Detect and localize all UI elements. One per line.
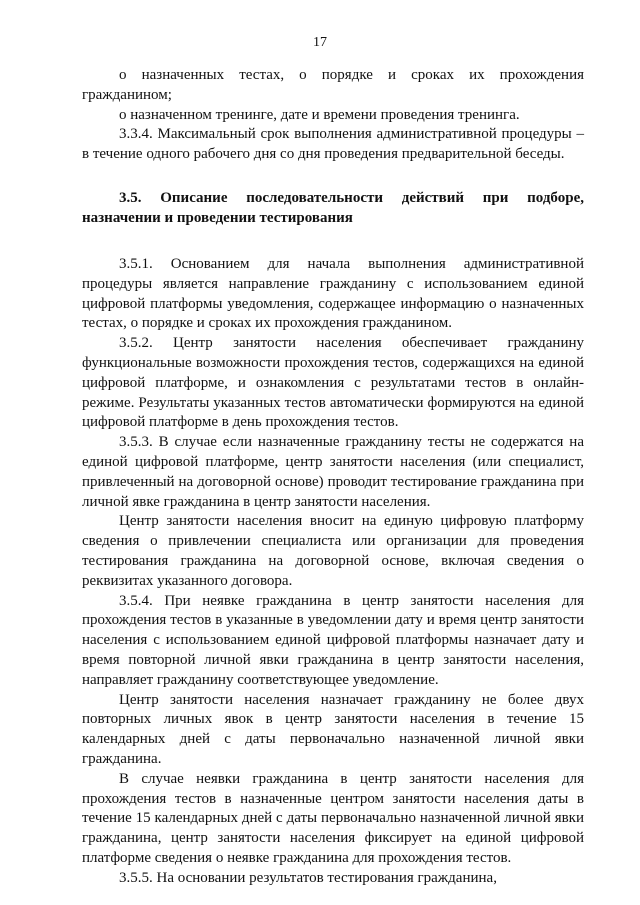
paragraph-no-show: В случае неявки гражданина в центр занятости населения для прохождения тестов в назначенные центром занятости населения даты в течение 15 календарных дней с даты первоначально назначенной личной явки гражданина, центр занятости населения фиксирует на единой цифровой платформе сведения о неявке гражданина для прохождения тестов. — [82, 770, 584, 866]
page-number: 17 — [313, 35, 327, 50]
paragraph-3-5-4: 3.5.4. При неявке гражданина в центр занятости населения для прохождения тестов в указанные в уведомлении дату и время центр занятости населения с использованием единой цифровой платформы назначает дату и время повторной личной явки гражданина в центр занятости населения, направляет гражданину соответствующее уведомление. — [82, 592, 584, 688]
paragraph-3-5-2: 3.5.2. Центр занятости населения обеспечивает гражданину функциональные возможности прохождения тестов, содержащихся на единой цифровой платформе, и ознакомления с результатами тестов в онлайн-режиме. Результаты указанных тестов автоматически формируются на единой цифровой платформе в день прохождения тестов. — [82, 335, 584, 431]
section-heading-3-5: 3.5. Описание последовательности действий при подборе, назначении и проведении тестирования — [82, 189, 584, 226]
paragraph-3-5-1: 3.5.1. Основанием для начала выполнения административной процедуры является направление гражданину с использованием единой цифровой платформы уведомления, содержащее информацию о назначенных тестах, о порядке и сроках их прохождения гражданином. — [82, 255, 584, 332]
paragraph-3-5-5: 3.5.5. На основании результатов тестирования гражданина, — [119, 869, 497, 886]
paragraph-3-5-3: 3.5.3. В случае если назначенные гражданину тесты не содержатся на единой цифровой платформе, центр занятости населения (или специалист, привлеченный на договорной основе) проводит тестирование гражданина при личной явке гражданина в центр занятости населения. — [82, 434, 584, 510]
document-body — [82, 66, 584, 888]
paragraph-contractor-info: Центр занятости населения вносит на единую цифровую платформу сведения о привлечении специалиста или организации для проведения тестирования гражданина на договорной основе, включая сведения о реквизитах указанного договора. — [82, 513, 584, 589]
paragraph-training-info: о назначенном тренинге, дате и времени проведения тренинга. — [119, 106, 520, 123]
paragraph-tests-info: о назначенных тестах, о порядке и сроках их прохождения гражданином; — [82, 67, 584, 103]
paragraph-repeat-visits: Центр занятости населения назначает гражданину не более двух повторных личных явок в центр занятости населения в течение 15 календарных дней с даты первоначально назначенной личной явки гражданина. — [82, 691, 584, 767]
paragraph-3-3-4: 3.3.4. Максимальный срок выполнения административной процедуры – в течение одного рабочего дня со дня проведения предварительной беседы. — [82, 126, 584, 163]
